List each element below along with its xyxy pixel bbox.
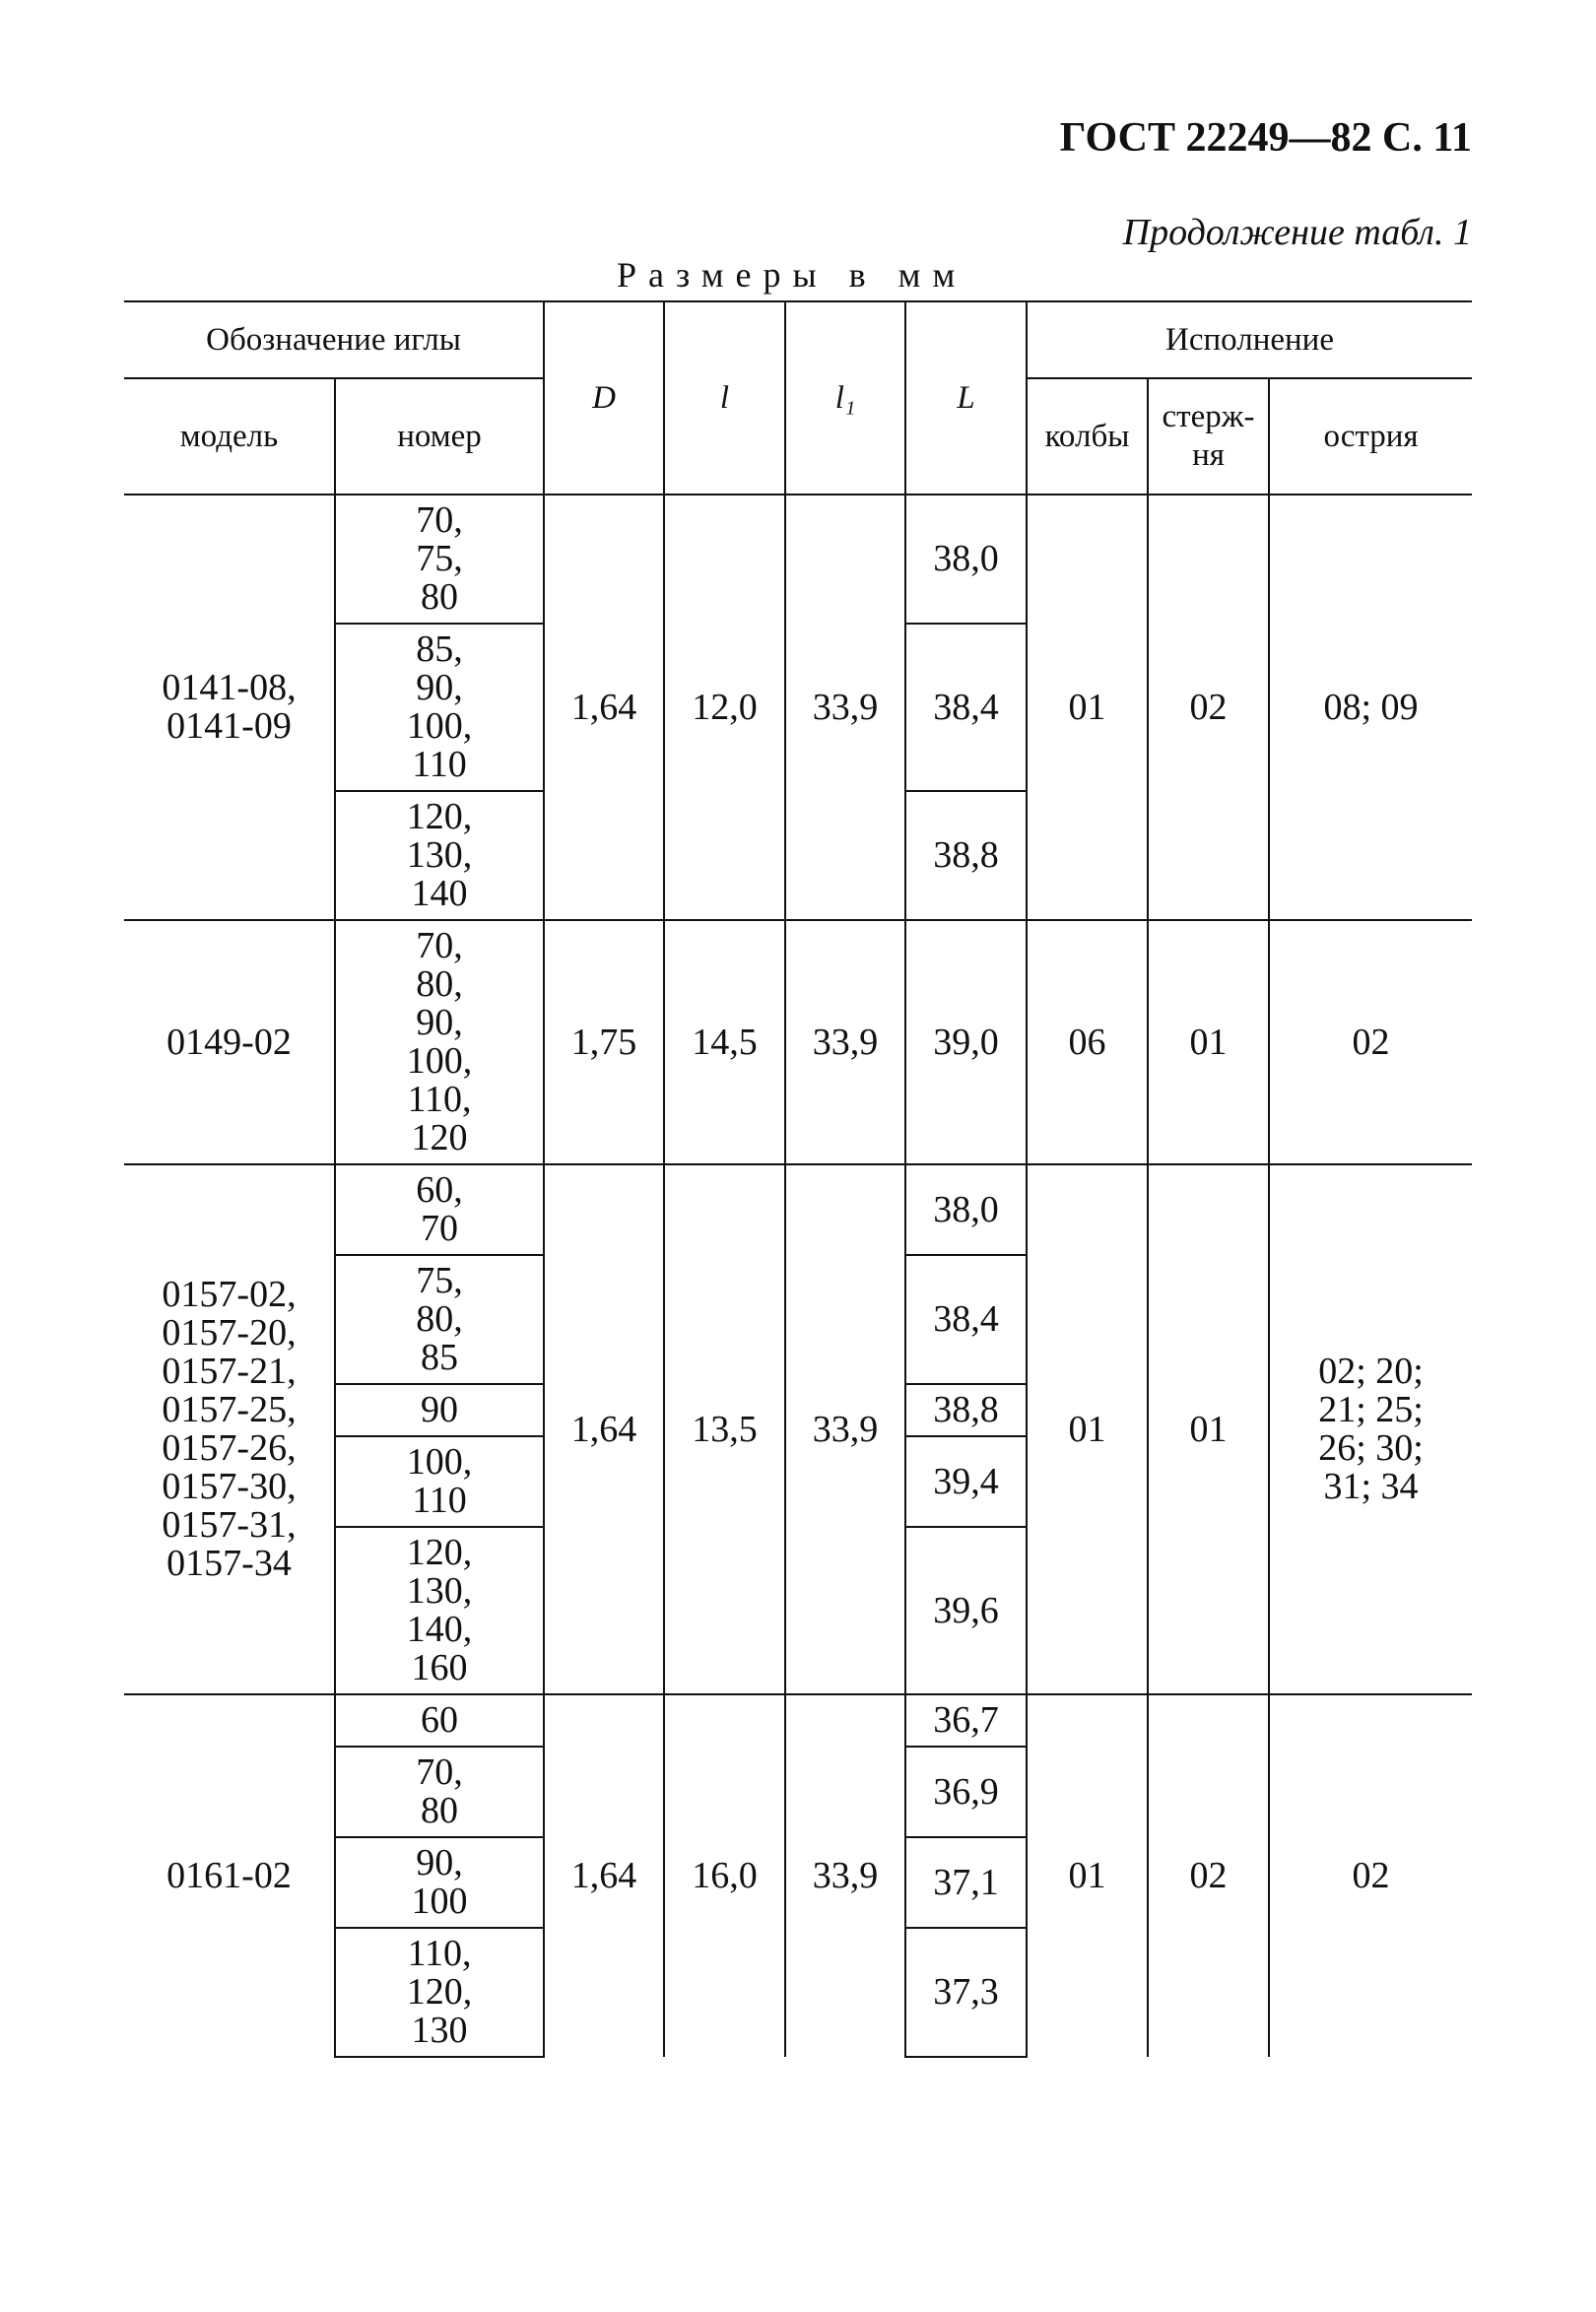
number-cell: 60 — [335, 1694, 544, 1747]
length-cell: 38,0 — [905, 1164, 1027, 1255]
model-cell: 0141-08, 0141-09 — [124, 495, 335, 920]
length-cell: 37,3 — [905, 1928, 1027, 2057]
units-caption: Размеры в мм — [617, 255, 967, 295]
number-header: номер — [335, 378, 544, 495]
l-cell: 16,0 — [664, 1694, 785, 2057]
number-cell: 75, 80, 85 — [335, 1255, 544, 1384]
number-cell: 85, 90, 100, 110 — [335, 624, 544, 791]
flask-cell: 06 — [1027, 920, 1148, 1164]
model-cell: 0161-02 — [124, 1694, 335, 2057]
flask-cell: 01 — [1027, 1164, 1148, 1694]
number-cell: 70, 75, 80 — [335, 495, 544, 624]
length-cell: 38,0 — [905, 495, 1027, 624]
number-cell: 70, 80, 90, 100, 110, 120 — [335, 920, 544, 1164]
number-cell: 70, 80 — [335, 1747, 544, 1837]
length-cell: 38,8 — [905, 791, 1027, 920]
number-cell: 110, 120, 130 — [335, 1928, 544, 2057]
d-header: D — [544, 301, 664, 495]
point-cell: 02; 20; 21; 25; 26; 30; 31; 34 — [1269, 1164, 1472, 1694]
length-cell: 38,4 — [905, 624, 1027, 791]
number-cell: 120, 130, 140 — [335, 791, 544, 920]
shank-cell: 01 — [1148, 920, 1269, 1164]
table-body — [124, 495, 1472, 2057]
l1-header: l₁ — [785, 301, 905, 495]
length-cell: 36,9 — [905, 1747, 1027, 1837]
model-cell: 0149-02 — [124, 920, 335, 1164]
point-cell: 02 — [1269, 1694, 1472, 2057]
table-row — [124, 1164, 1472, 1255]
number-cell: 100, 110 — [335, 1436, 544, 1527]
length-header: L — [905, 301, 1027, 495]
flask-header: колбы — [1027, 378, 1148, 495]
model-cell: 0157-02, 0157-20, 0157-21, 0157-25, 0157-26, 0157-30, 0157-31, 0157-34 — [124, 1164, 335, 1694]
point-header: острия — [1269, 378, 1472, 495]
d-cell: 1,64 — [544, 1694, 664, 2057]
d-cell: 1,64 — [544, 1164, 664, 1694]
length-cell: 38,8 — [905, 1384, 1027, 1436]
flask-cell: 01 — [1027, 495, 1148, 920]
model-header: модель — [124, 378, 335, 495]
l-cell: 14,5 — [664, 920, 785, 1164]
d-cell: 1,75 — [544, 920, 664, 1164]
l1-cell: 33,9 — [785, 1694, 905, 2057]
needle-dimensions-table — [124, 300, 1472, 2058]
length-cell: 39,0 — [905, 920, 1027, 1164]
shank-cell: 01 — [1148, 1164, 1269, 1694]
number-cell: 90 — [335, 1384, 544, 1436]
length-cell: 36,7 — [905, 1694, 1027, 1747]
l-cell: 13,5 — [664, 1164, 785, 1694]
length-cell: 39,4 — [905, 1436, 1027, 1527]
l-cell: 12,0 — [664, 495, 785, 920]
point-cell: 02 — [1269, 920, 1472, 1164]
shank-cell: 02 — [1148, 495, 1269, 920]
l-header: l — [664, 301, 785, 495]
designation-header: Обозначение иглы — [124, 301, 544, 378]
l1-cell: 33,9 — [785, 495, 905, 920]
table-continuation-note: Продолжение табл. 1 — [1122, 212, 1472, 253]
d-cell: 1,64 — [544, 495, 664, 920]
l1-cell: 33,9 — [785, 1164, 905, 1694]
shank-cell: 02 — [1148, 1694, 1269, 2057]
number-cell: 120, 130, 140, 160 — [335, 1527, 544, 1694]
number-cell: 90, 100 — [335, 1837, 544, 1928]
length-cell: 37,1 — [905, 1837, 1027, 1928]
length-cell: 39,6 — [905, 1527, 1027, 1694]
number-cell: 60, 70 — [335, 1164, 544, 1255]
table-row — [124, 920, 1472, 1164]
page-header: ГОСТ 22249—82 С. 11 — [1059, 115, 1472, 161]
length-cell: 38,4 — [905, 1255, 1027, 1384]
l1-cell: 33,9 — [785, 920, 905, 1164]
execution-header: Исполнение — [1027, 301, 1472, 378]
table-row — [124, 495, 1472, 624]
table-row — [124, 1694, 1472, 1747]
point-cell: 08; 09 — [1269, 495, 1472, 920]
shank-header: стерж- ня — [1148, 378, 1269, 495]
flask-cell: 01 — [1027, 1694, 1148, 2057]
